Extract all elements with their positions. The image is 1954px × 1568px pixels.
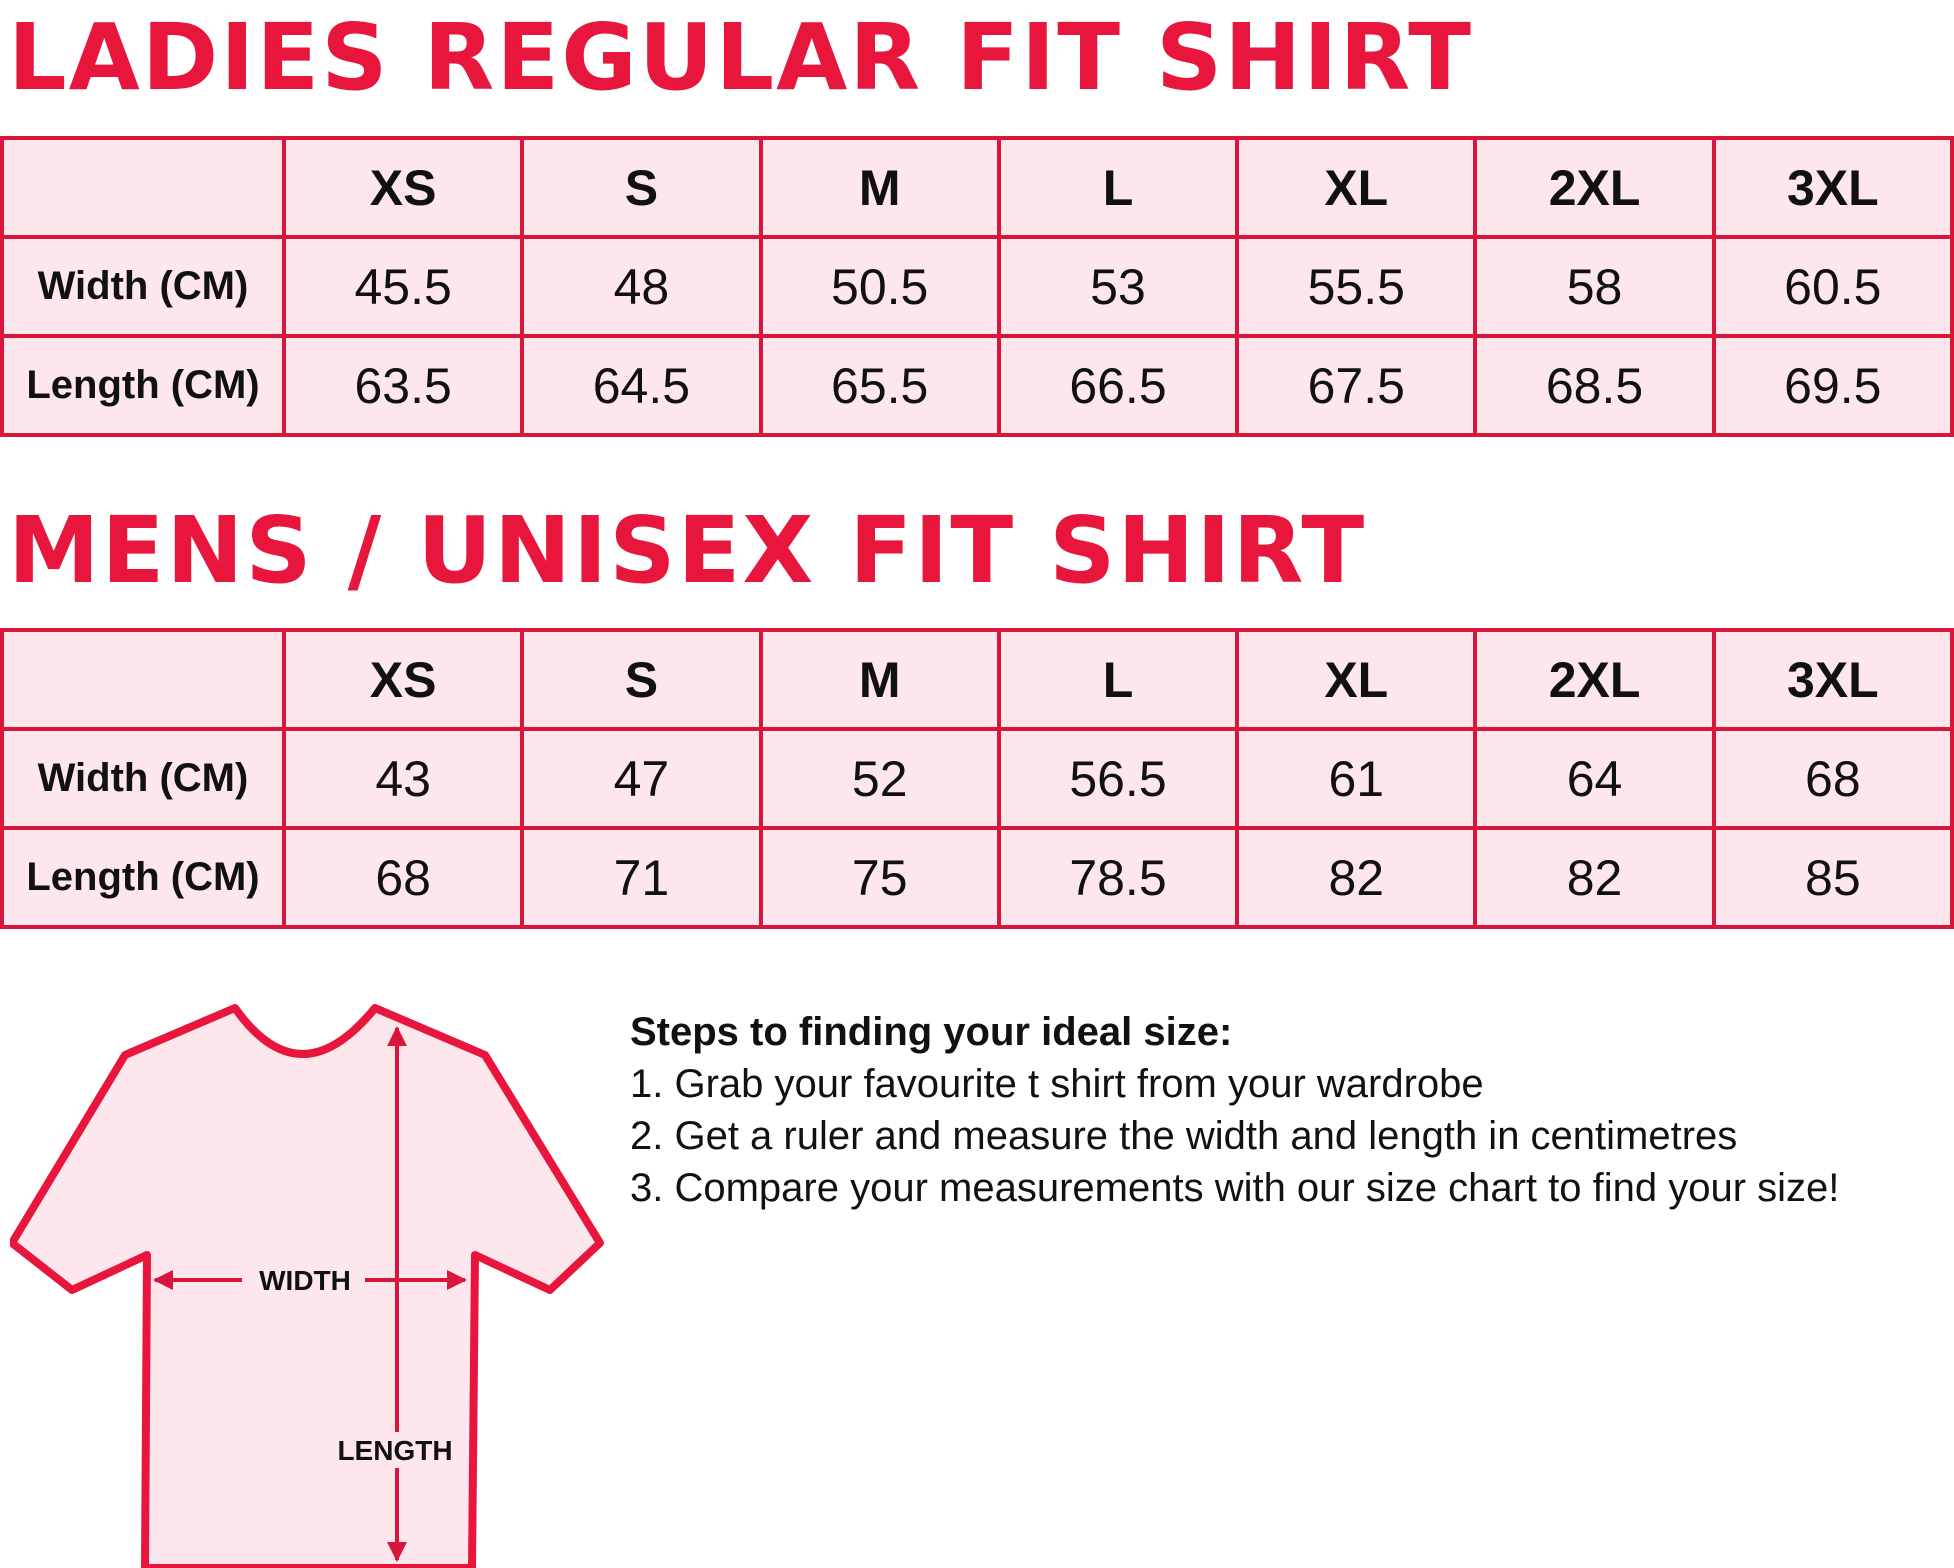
measurement-cell: 82 (1237, 828, 1475, 927)
size-header-cell: XS (284, 138, 522, 237)
table-corner-cell (2, 630, 284, 729)
measurement-cell: 50.5 (761, 237, 999, 336)
table-row (2, 336, 1952, 435)
measurement-cell: 56.5 (999, 729, 1237, 828)
measurement-cell: 78.5 (999, 828, 1237, 927)
ladies-size-table (0, 136, 1954, 437)
row-label: Width (CM) (2, 729, 284, 828)
measurement-cell: 68 (1714, 729, 1952, 828)
measurement-cell: 65.5 (761, 336, 999, 435)
table-corner-cell (2, 138, 284, 237)
ladies-chart-title: LADIES REGULAR FIT SHIRT (8, 4, 1473, 111)
row-label: Length (CM) (2, 336, 284, 435)
measurement-cell: 64 (1475, 729, 1713, 828)
sizing-steps (630, 1006, 1950, 1214)
row-label: Length (CM) (2, 828, 284, 927)
size-header-cell: 3XL (1714, 630, 1952, 729)
size-header-cell: M (761, 138, 999, 237)
measurement-cell: 47 (522, 729, 760, 828)
measurement-cell: 60.5 (1714, 237, 1952, 336)
measurement-cell: 52 (761, 729, 999, 828)
measurement-cell: 48 (522, 237, 760, 336)
row-label: Width (CM) (2, 237, 284, 336)
measurement-cell: 45.5 (284, 237, 522, 336)
steps-title: Steps to finding your ideal size: (630, 1010, 1233, 1054)
size-header-cell: S (522, 138, 760, 237)
measurement-cell: 55.5 (1237, 237, 1475, 336)
mens-chart-title: MENS / UNISEX FIT SHIRT (8, 497, 1367, 604)
length-label: LENGTH (337, 1435, 453, 1466)
step-item: 1. Grab your favourite t shirt from your wardrobe (630, 1062, 1484, 1106)
measurement-cell: 69.5 (1714, 336, 1952, 435)
width-label: WIDTH (259, 1265, 351, 1296)
measurement-cell: 53 (999, 237, 1237, 336)
measurement-cell: 67.5 (1237, 336, 1475, 435)
step-item: 2. Get a ruler and measure the width and length in centimetres (630, 1114, 1738, 1158)
measurement-cell: 82 (1475, 828, 1713, 927)
size-header-cell: M (761, 630, 999, 729)
table-row (2, 729, 1952, 828)
measurement-cell: 85 (1714, 828, 1952, 927)
table-row (2, 237, 1952, 336)
measurement-cell: 71 (522, 828, 760, 927)
measurement-cell: 68 (284, 828, 522, 927)
measurement-cell: 75 (761, 828, 999, 927)
size-header-cell: 2XL (1475, 630, 1713, 729)
size-header-cell: L (999, 138, 1237, 237)
tshirt-diagram (10, 1000, 610, 1568)
measurement-cell: 68.5 (1475, 336, 1713, 435)
size-header-cell: XL (1237, 138, 1475, 237)
size-header-cell: 2XL (1475, 138, 1713, 237)
table-header-row (2, 630, 1952, 729)
size-header-cell: S (522, 630, 760, 729)
measurement-cell: 61 (1237, 729, 1475, 828)
measurement-cell: 66.5 (999, 336, 1237, 435)
size-header-cell: XL (1237, 630, 1475, 729)
measurement-cell: 63.5 (284, 336, 522, 435)
measurement-cell: 58 (1475, 237, 1713, 336)
size-header-cell: L (999, 630, 1237, 729)
step-item: 3. Compare your measurements with our size chart to find your size! (630, 1166, 1840, 1210)
size-header-cell: 3XL (1714, 138, 1952, 237)
table-header-row (2, 138, 1952, 237)
size-header-cell: XS (284, 630, 522, 729)
table-row (2, 828, 1952, 927)
measurement-cell: 64.5 (522, 336, 760, 435)
mens-size-table (0, 628, 1954, 929)
measurement-cell: 43 (284, 729, 522, 828)
